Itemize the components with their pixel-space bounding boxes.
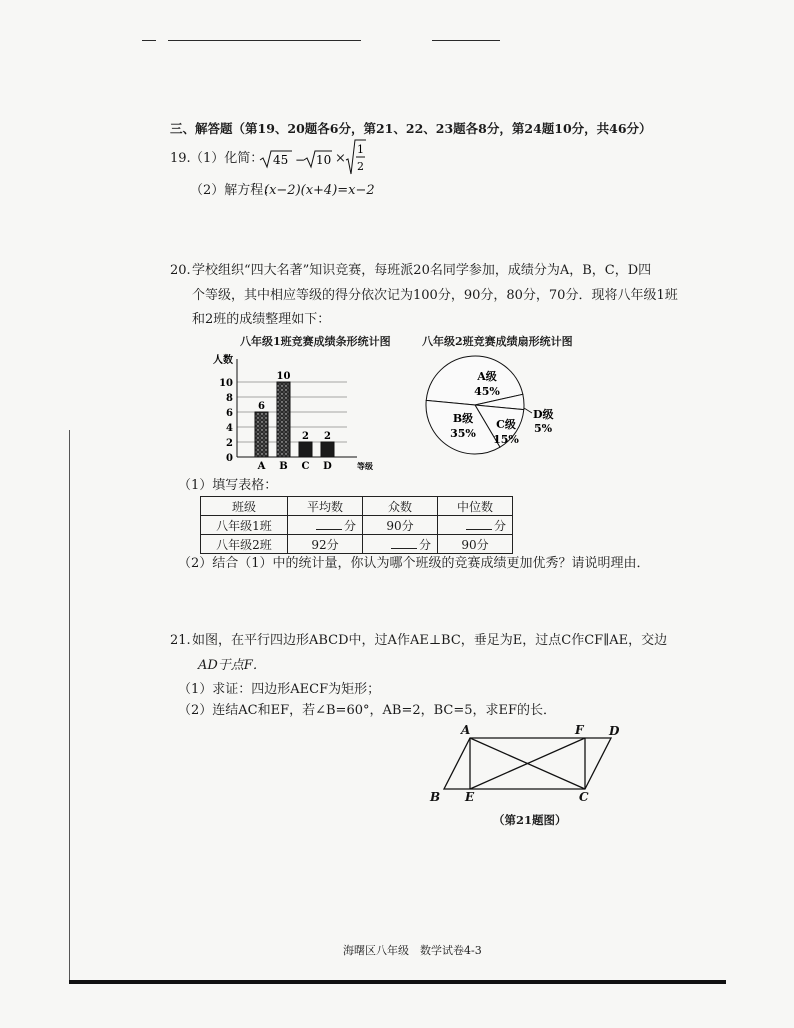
header-rule-3 (432, 40, 500, 41)
table-cell-blank[interactable] (438, 516, 513, 535)
scores-table (200, 496, 513, 554)
slice-label: D级 (533, 408, 554, 421)
page-footer: 海曙区八年级 数学试卷4-3 (343, 944, 482, 957)
q20-part2: （2）结合（1）中的统计量，你认为哪个班级的竞赛成绩更加优秀？请说明理由． (178, 556, 650, 571)
q19-part1-expression (258, 143, 338, 181)
svg-text:10: 10 (316, 153, 332, 167)
y-tick-label: 10 (219, 378, 233, 389)
x-tick-label: A (257, 461, 266, 472)
y-tick-label: 8 (226, 393, 233, 404)
radical-expression (258, 143, 338, 177)
unit-label: 分 (418, 537, 431, 552)
slice-percent: 5% (533, 422, 553, 435)
pie-chart-title: 八年级2班竞赛成绩扇形统计图 (422, 335, 573, 348)
label-e: E (465, 790, 475, 804)
x-axis-label: 等级 (357, 461, 373, 471)
bottom-rule (69, 980, 726, 984)
margin-line (69, 430, 70, 980)
unit-label: 分 (343, 518, 356, 533)
q21-line1: 如图，在平行四边形ABCD中，过A作AE⊥BC，垂足为E，过点C作CF∥AE，交边 (192, 633, 668, 648)
y-tick-label: 2 (226, 438, 233, 449)
q20-line2: 个等级，其中相应等级的得分依次记为100分，90分，80分，70分．现将八年级1班 (192, 288, 678, 303)
q19-part2-label: （2）解方程： (190, 183, 277, 198)
slice-percent: 45% (474, 385, 500, 398)
q20-part1: （1）填写表格： (178, 478, 278, 493)
y-tick-label: 6 (226, 408, 233, 419)
q19-part1-label: （1）化简： (190, 151, 264, 166)
table-cell: 90分 (438, 535, 513, 554)
figure-caption: （第21题图） (493, 813, 567, 827)
bar-chart-title: 八年级1班竞赛成绩条形统计图 (240, 335, 391, 348)
q21-line2: AD于点F． (198, 658, 266, 673)
slice-percent: 35% (450, 427, 476, 440)
table-cell: 八年级1班 (201, 516, 288, 535)
table-header-cell: 众数 (363, 497, 438, 516)
svg-text:45: 45 (273, 153, 289, 167)
y-tick-label: 0 (226, 453, 233, 464)
bar-value-label: 2 (302, 431, 309, 442)
label-d: D (609, 724, 620, 738)
q21-part1: （1）求证：四边形AECF为矩形； (178, 682, 381, 697)
x-tick-label: D (323, 461, 332, 472)
table-header-cell: 中位数 (438, 497, 513, 516)
q21-part2: （2）连结AC和EF，若∠B=60°，AB=2，BC=5，求EF的长． (178, 703, 557, 718)
slice-label: C级 (496, 418, 516, 431)
table-cell: 八年级2班 (201, 535, 288, 554)
table-row (201, 516, 513, 535)
bar-C (299, 442, 312, 457)
bar-B (277, 382, 290, 457)
table-cell: 92分 (288, 535, 363, 554)
table-header-row (201, 497, 513, 516)
bar-A (255, 412, 268, 457)
q21-number: 21. (170, 633, 191, 648)
bar-chart (205, 345, 390, 475)
unit-label: 分 (493, 518, 506, 533)
root-fraction (345, 138, 367, 178)
q19-times: × (335, 151, 346, 166)
bar-D (321, 442, 334, 457)
table-cell: 90分 (363, 516, 438, 535)
slice-label: B级 (452, 412, 474, 425)
slice-label: A级 (477, 370, 497, 383)
label-f: F (575, 723, 584, 737)
bar-value-label: 10 (276, 371, 291, 382)
q19-part2-expr: (x−2)(x+4)=x−2 (264, 183, 375, 198)
svg-text:1: 1 (357, 143, 364, 156)
q19-number: 19. (170, 151, 191, 166)
header-rule-2 (168, 40, 361, 41)
label-a: A (461, 723, 471, 737)
label-c: C (579, 790, 589, 804)
slice-percent: 15% (493, 433, 519, 446)
x-tick-label: C (301, 461, 310, 472)
y-axis-label: 人数 (213, 355, 233, 366)
svg-text:2: 2 (357, 160, 364, 173)
table-header-cell: 班级 (201, 497, 288, 516)
q20-line3: 和2班的成绩整理如下： (192, 312, 331, 327)
header-rule-1 (142, 40, 156, 41)
table-cell-blank[interactable] (288, 516, 363, 535)
table-header-cell: 平均数 (288, 497, 363, 516)
bar-value-label: 2 (324, 431, 331, 442)
svg-text:−: − (295, 153, 306, 167)
y-tick-label: 4 (226, 423, 233, 434)
label-b: B (430, 790, 441, 804)
q20-number: 20. (170, 263, 191, 278)
x-tick-label: B (279, 461, 288, 472)
pie-chart (425, 355, 575, 465)
q19-frac-root (345, 138, 367, 182)
q20-line1: 学校组织“四大名著”知识竞赛，每班派20名同学参加，成绩分为A，B，C，D四 (192, 263, 652, 278)
leader-line-d (524, 408, 532, 413)
parallelogram-figure (425, 722, 630, 806)
table-row (201, 535, 513, 554)
table-cell-blank[interactable] (363, 535, 438, 554)
bar-value-label: 6 (258, 401, 265, 412)
section-title: 三、解答题（第19、20题各6分，第21、22、23题各8分，第24题10分，共46分） (170, 121, 652, 136)
